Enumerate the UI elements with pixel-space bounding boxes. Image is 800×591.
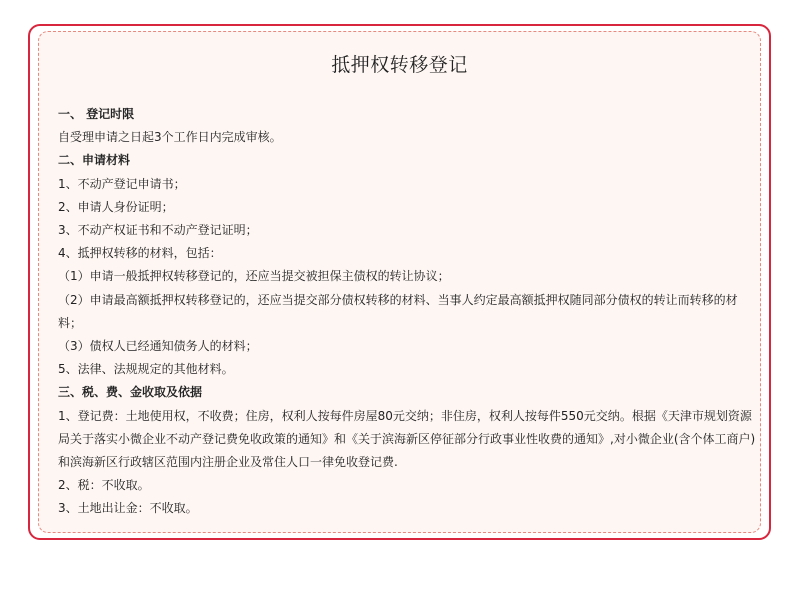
section-heading-time-limit: 一、 登记时限 <box>58 107 135 121</box>
section-heading-materials: 二、申请材料 <box>58 153 131 168</box>
material-item: 3、不动产权证书和不动产登记证明； <box>58 223 258 238</box>
page-title: 抵押权转移登记 <box>331 54 468 76</box>
fee-item: 1、登记费：土地使用权，不收费；住房，权利人按每件房屋80元交纳；非住房，权利人按每件550元交纳。根据《天津市规划资源局关于落实小微企业不动产登记费免收政策的通知》和《关于滨海新区停征部分行政事业性收费的通知》,对小微企业(含个体工商户) 和滨海新区行政辖区范围内注册企业及常住人口一律免收登记费. <box>58 408 756 470</box>
material-subitem: （2）申请最高额抵押权转移登记的，还应当提交部分债权转移的材料、当事人约定最高额抵押权随同部分债权的转让而转移的材料； <box>58 292 738 330</box>
document-body <box>58 103 760 521</box>
material-item: 4、抵押权转移的材料，包括： <box>58 246 222 261</box>
fee-item: 2、税：不收取。 <box>58 478 150 493</box>
section-heading-fees: 三、税、费、金收取及依据 <box>58 385 203 400</box>
material-subitem: （1）申请一般抵押权转移登记的，还应当提交被担保主债权的转让协议； <box>58 269 450 284</box>
material-item: 5、法律、法规规定的其他材料。 <box>58 362 234 377</box>
material-subitem: （3）债权人已经通知债务人的材料； <box>58 339 258 354</box>
material-item: 1、不动产登记申请书； <box>58 176 186 191</box>
outer-frame <box>28 24 771 540</box>
material-item: 2、申请人身份证明； <box>58 199 174 214</box>
inner-frame <box>38 31 761 533</box>
fee-item: 3、土地出让金：不收取。 <box>58 501 198 516</box>
time-limit-text: 自受理申请之日起3个工作日内完成审核。 <box>58 130 282 145</box>
